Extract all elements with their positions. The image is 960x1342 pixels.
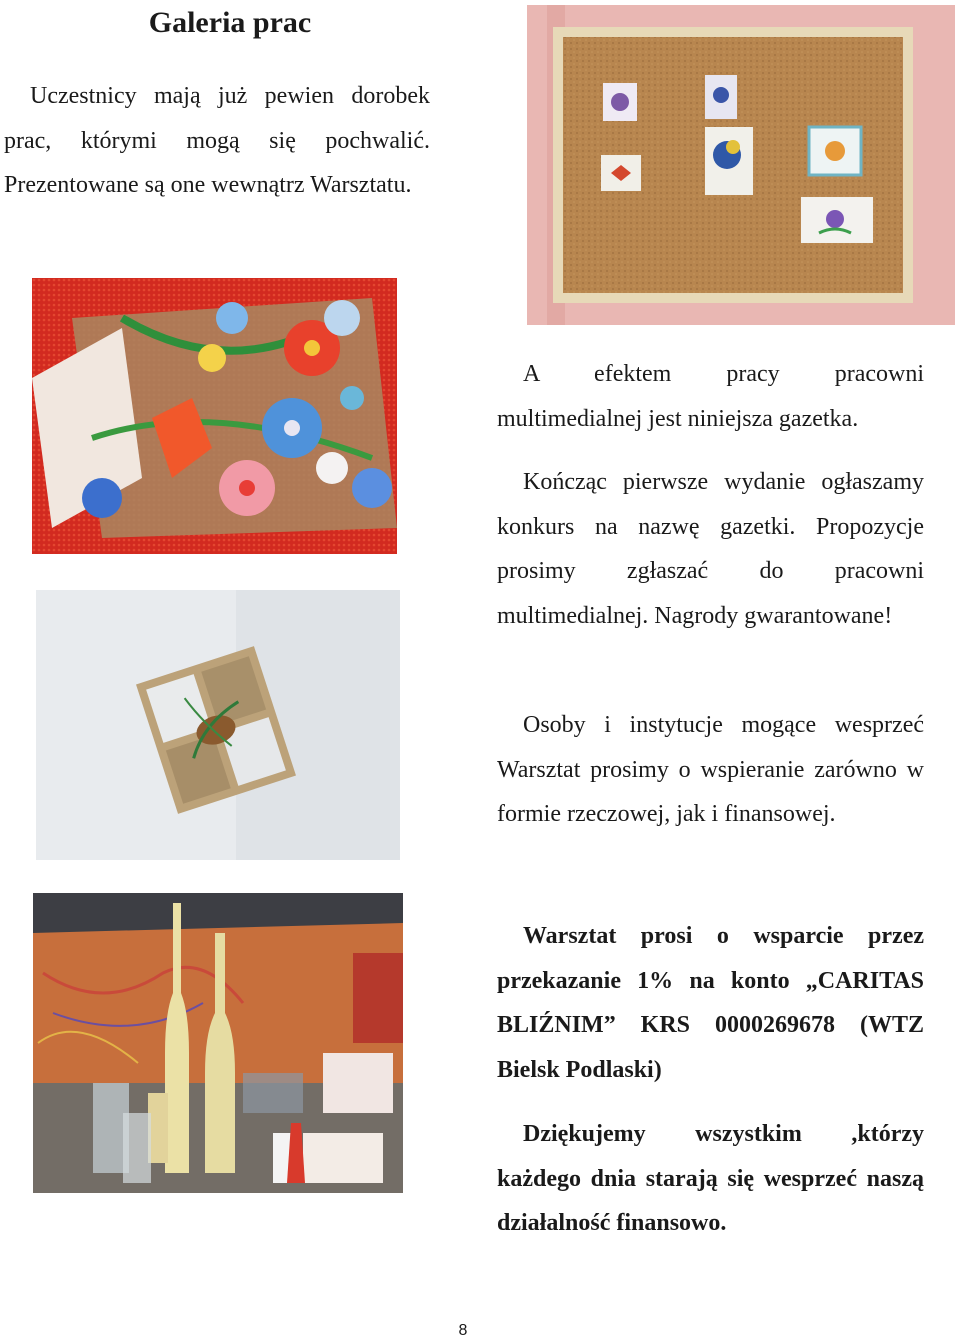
photo-cork-board-embroidery (527, 5, 955, 325)
page-number: 8 (458, 1322, 468, 1339)
photo-paper-flower-mosaic (32, 278, 397, 554)
donation-text: Warsztat prosi o wsparcie przez przekazanie 1% na konto „CARITAS BLIŹNIM” KRS 0000269678 (WTZ Bielsk Podlaski) (497, 923, 924, 1083)
donation-paragraph (497, 914, 924, 1092)
photo-painted-bottles (33, 893, 403, 1193)
photo-decorative-frame (36, 590, 400, 860)
intro-paragraph (4, 74, 430, 208)
page-title: Galeria prac (148, 6, 312, 39)
thanks-paragraph (497, 1112, 924, 1246)
multimedia-paragraph (497, 352, 924, 441)
support-paragraph (497, 703, 924, 837)
contest-text: Kończąc pierwsze wydanie ogłaszamy konkurs na nazwę gazetki. Propozycje prosimy zgłaszać do pracowni multimedialnej. Nagrody gwarantowane! (497, 469, 924, 629)
multimedia-text: A efektem pracy pracowni multimedialnej jest niniejsza gazetka. (497, 361, 924, 432)
intro-text: Uczestnicy mają już pewien dorobek prac, którymi mogą się pochwalić. Prezentowane są one wewnątrz Warsztatu. (4, 83, 430, 198)
contest-paragraph (497, 460, 924, 638)
thanks-text: Dziękujemy wszystkim ,którzy każdego dnia starają się wesprzeć naszą działalność finansowo. (497, 1121, 924, 1236)
support-text: Osoby i instytucje mogące wesprzeć Warsztat prosimy o wspieranie zarówno w formie rzeczowej, jak i finansowej. (497, 712, 924, 827)
